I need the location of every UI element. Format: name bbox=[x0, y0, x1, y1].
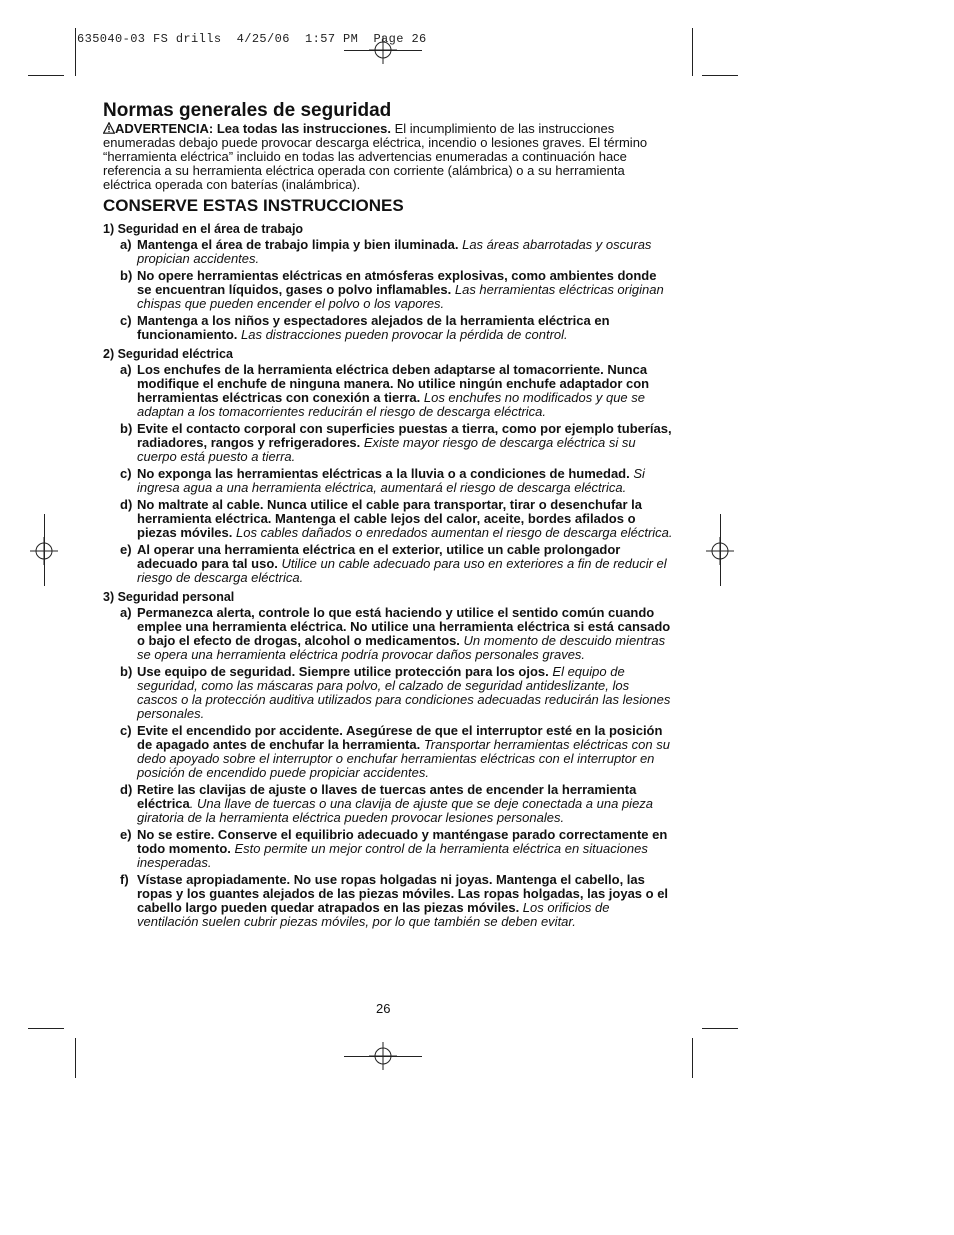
item-instruction: Al operar una herramienta eléctrica en el exterior, utilice un cable prolongador adecuado para tal uso. bbox=[137, 542, 621, 571]
item-instruction: Mantenga a los niños y espectadores alejados de la herramienta eléctrica en funcionamiento. bbox=[137, 313, 610, 342]
list-item bbox=[103, 498, 673, 540]
list-item bbox=[103, 543, 673, 585]
item-instruction: Evite el contacto corporal con superficies puestas a tierra, como por ejemplo tuberías, radiadores, rangos y refrigeradores. bbox=[137, 421, 672, 450]
item-letter: c) bbox=[120, 723, 132, 738]
item-instruction: Retire las clavijas de ajuste o llaves de tuercas antes de encender la herramienta eléctrica bbox=[137, 782, 637, 811]
registration-line bbox=[44, 514, 45, 586]
item-explanation: Si ingresa agua a una herramienta eléctrica, aumentará el riesgo de descarga eléctrica. bbox=[137, 466, 645, 495]
crop-mark bbox=[692, 1038, 693, 1078]
subheading: CONSERVE ESTAS INSTRUCCIONES bbox=[103, 196, 404, 215]
section-title: 3) Seguridad personal bbox=[103, 590, 235, 604]
item-letter: a) bbox=[120, 362, 132, 377]
registration-line bbox=[344, 50, 422, 51]
registration-line bbox=[720, 514, 721, 586]
item-instruction: Vístase apropiadamente. No use ropas holgadas ni joyas. Mantenga el cabello, las ropas y los guantes alejados de las piezas móviles. Las ropas holgadas, las joyas o el cabello largo pueden quedar atrapados en las piezas móviles. bbox=[137, 872, 669, 915]
list-item bbox=[103, 873, 673, 929]
item-instruction: Permanezca alerta, controle lo que está haciendo y utilice el sentido común cuando emplee una herramienta eléctrica. No utilice una herramienta eléctrica si está cansado o bajo el efecto de drogas, alcohol o medicamentos. bbox=[137, 605, 671, 648]
list-item bbox=[103, 314, 673, 342]
item-explanation: Los enchufes no modificados y que se adaptan a los tomacorrientes reducirán el riesgo de descarga eléctrica. bbox=[137, 390, 646, 419]
safety-section bbox=[103, 590, 673, 929]
item-letter: b) bbox=[120, 421, 133, 436]
list-item bbox=[103, 724, 673, 780]
item-letter: f) bbox=[120, 872, 129, 887]
crop-mark bbox=[692, 28, 693, 76]
item-instruction: No opere herramientas eléctricas en atmósferas explosivas, como ambientes donde se encuentran líquidos, gases o polvo inflamables. bbox=[137, 268, 657, 297]
item-explanation: Los orificios de ventilación suelen cubrir piezas móviles, por lo que también se deben evitar. bbox=[137, 900, 610, 929]
crop-mark bbox=[28, 75, 64, 76]
crop-mark bbox=[75, 28, 76, 76]
print-slug: 635040-03 FS drills 4/25/06 1:57 PM Page 26 bbox=[77, 32, 427, 46]
item-letter: b) bbox=[120, 268, 133, 283]
item-instruction: Evite el encendido por accidente. Asegúrese de que el interruptor esté en la posición de apagado antes de enchufar la herramienta. bbox=[137, 723, 663, 752]
crop-mark bbox=[702, 1028, 738, 1029]
item-explanation: . Una llave de tuercas o una clavija de ajuste que se deje conectada a una pieza giratoria de la herramienta eléctrica pueden provocar lesiones personales. bbox=[137, 796, 654, 825]
item-letter: e) bbox=[120, 827, 132, 842]
item-instruction: Use equipo de seguridad. Siempre utilice protección para los ojos. bbox=[137, 664, 549, 679]
item-letter: c) bbox=[120, 313, 132, 328]
item-letter: d) bbox=[120, 782, 133, 797]
item-explanation: Las herramientas eléctricas originan chispas que pueden encender el polvo o los vapores. bbox=[137, 282, 664, 311]
list-item bbox=[103, 422, 673, 464]
item-explanation: Los cables dañados o enredados aumentan el riesgo de descarga eléctrica. bbox=[232, 525, 673, 540]
warning-label: ADVERTENCIA: Lea todas las instrucciones. bbox=[115, 121, 391, 136]
item-instruction: Mantenga el área de trabajo limpia y bien iluminada. bbox=[137, 237, 459, 252]
item-letter: c) bbox=[120, 466, 132, 481]
item-explanation: Las distracciones pueden provocar la pérdida de control. bbox=[237, 327, 568, 342]
item-explanation: Transportar herramientas eléctricas con su dedo apoyado sobre el interruptor o enchufar herramientas eléctricas con el interruptor en posición de encendido puede propiciar accidentes. bbox=[137, 737, 670, 780]
list-item bbox=[103, 238, 673, 266]
intro-text: El incumplimiento de las instrucciones enumeradas debajo puede provocar descarga eléctrica, incendio o lesiones graves. El término “herramienta eléctrica” incluido en todas las advertencias enumeradas a continuación hace referencia a su herramienta eléctrica operada con corriente (alámbrica) o a su herramienta eléctrica operada con baterías (inalámbrica). bbox=[103, 121, 648, 192]
section-title: 1) Seguridad en el área de trabajo bbox=[103, 222, 304, 236]
item-explanation: El equipo de seguridad, como las máscaras para polvo, el calzado de seguridad antideslizante, los cascos o la protección auditiva utilizados para condiciones adecuadas reducirán las lesiones personales. bbox=[137, 664, 671, 721]
intro-paragraph bbox=[103, 122, 673, 192]
warning-triangle-icon bbox=[103, 122, 115, 134]
crop-mark bbox=[702, 75, 738, 76]
section-title: 2) Seguridad eléctrica bbox=[103, 347, 233, 361]
item-instruction: Los enchufes de la herramienta eléctrica deben adaptarse al tomacorriente. Nunca modifique el enchufe de ninguna manera. No utilice ningún enchufe adaptador con herramientas eléctricas con conexión a tierra. bbox=[137, 362, 650, 405]
list-item bbox=[103, 828, 673, 870]
list-item bbox=[103, 269, 673, 311]
item-explanation: Un momento de descuido mientras se opera una herramienta eléctrica podría provocar daños personales graves. bbox=[137, 633, 666, 662]
item-instruction: No maltrate al cable. Nunca utilice el cable para transportar, tirar o desenchufar la herramienta eléctrica. Mantenga el cable lejos del calor, aceite, bordes afilados o piezas móviles. bbox=[137, 497, 643, 540]
safety-section bbox=[103, 222, 673, 342]
list-item bbox=[103, 783, 673, 825]
page-number: 26 bbox=[376, 1001, 391, 1016]
crop-mark bbox=[28, 1028, 64, 1029]
item-letter: b) bbox=[120, 664, 133, 679]
page-title: Normas generales de seguridad bbox=[103, 100, 392, 121]
item-letter: a) bbox=[120, 237, 132, 252]
item-letter: e) bbox=[120, 542, 132, 557]
item-explanation: Utilice un cable adecuado para uso en exteriores a fin de reducir el riesgo de descarga eléctrica. bbox=[137, 556, 667, 585]
list-item bbox=[103, 665, 673, 721]
item-instruction: No se estire. Conserve el equilibrio adecuado y manténgase parado correctamente en todo momento. bbox=[137, 827, 668, 856]
crop-mark bbox=[75, 1038, 76, 1078]
item-letter: d) bbox=[120, 497, 133, 512]
list-item bbox=[103, 467, 673, 495]
list-item bbox=[103, 363, 673, 419]
item-instruction: No exponga las herramientas eléctricas a la lluvia o a condiciones de humedad. bbox=[137, 466, 630, 481]
item-explanation: Las áreas abarrotadas y oscuras propician accidentes. bbox=[137, 237, 652, 266]
item-explanation: Existe mayor riesgo de descarga eléctrica si su cuerpo está puesto a tierra. bbox=[137, 435, 636, 464]
item-letter: a) bbox=[120, 605, 132, 620]
safety-sections bbox=[103, 222, 673, 929]
item-explanation: Esto permite un mejor control de la herramienta eléctrica en situaciones inesperadas. bbox=[137, 841, 648, 870]
safety-section bbox=[103, 347, 673, 585]
registration-line bbox=[344, 1056, 422, 1057]
list-item bbox=[103, 606, 673, 662]
document-body bbox=[103, 100, 673, 934]
